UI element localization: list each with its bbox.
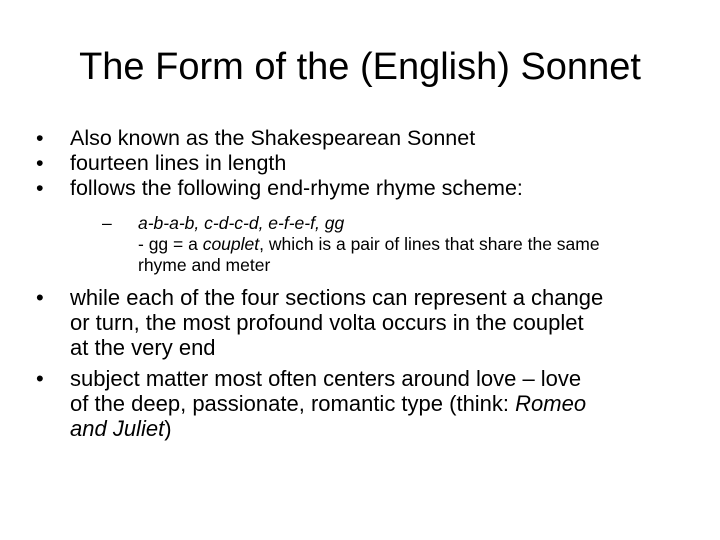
bullet-item: • Also known as the Shakespearean Sonnet	[36, 126, 686, 151]
rhyme-scheme	[102, 213, 686, 234]
sub-bullet	[102, 213, 686, 276]
couplet-note-prefix: - gg = a	[138, 234, 203, 254]
slide-title: The Form of the (English) Sonnet	[79, 46, 641, 88]
volta-line1: while each of the four sections can represent a change	[70, 285, 604, 310]
dash-marker: –	[102, 213, 112, 233]
bullet-item-volta	[36, 285, 686, 360]
slide-content	[36, 126, 686, 441]
subject-line2-italic: Romeo	[515, 391, 587, 416]
couplet-term: couplet	[202, 234, 260, 254]
volta-line2: or turn, the most profound volta occurs in the couplet	[70, 310, 584, 335]
subject-line1: subject matter most often centers around love – love	[70, 366, 582, 391]
bullet-item: • follows the following end-rhyme rhyme scheme:	[36, 176, 686, 201]
bullet-item: • fourteen lines in length	[36, 151, 686, 176]
couplet-note	[102, 234, 686, 276]
volta-line3: at the very end	[70, 335, 216, 360]
subject-line3-italic: and Juliet	[70, 416, 165, 441]
bullet-item-subject	[36, 366, 686, 441]
subject-line2-prefix: of the deep, passionate, romantic type (think:	[70, 391, 516, 416]
rhyme-scheme-text: a-b-a-b, c-d-c-d, e-f-e-f, gg	[138, 213, 345, 233]
subject-line3-suffix: )	[164, 416, 172, 441]
couplet-note-line2: rhyme and meter	[138, 255, 271, 275]
couplet-note-suffix: , which is a pair of lines that share the same	[259, 234, 600, 254]
